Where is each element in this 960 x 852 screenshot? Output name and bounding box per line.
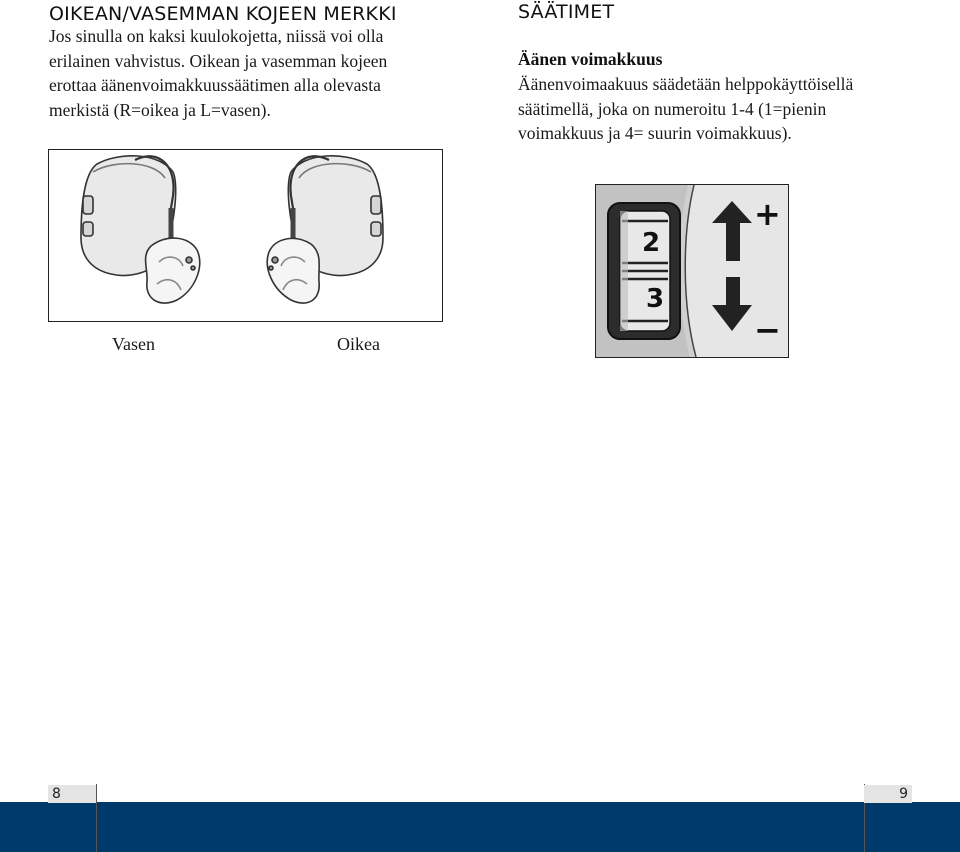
left-heading: OIKEAN/VASEMMAN KOJEEN MERKKI xyxy=(49,3,397,25)
plus-icon: + xyxy=(754,195,781,233)
right-hearing-aid-icon xyxy=(267,156,383,303)
left-line: merkistä (R=oikea ja L=vasen). xyxy=(49,99,271,120)
volume-control-figure xyxy=(595,184,789,358)
right-line: voimakkuus ja 4= suurin voimakkuus). xyxy=(518,123,792,143)
hearing-aids-illustration xyxy=(49,150,442,321)
left-line: erilainen vahvistus. Oikean ja vasemman kojeen xyxy=(49,50,388,71)
right-subheading: Äänen voimakkuus xyxy=(518,49,663,69)
page-number-right: 9 xyxy=(864,785,912,803)
right-line: Äänenvoimaakuus säädetään helppokäyttöisellä xyxy=(518,74,854,94)
caption-right: Oikea xyxy=(337,334,380,354)
hearing-aids-figure xyxy=(48,149,443,322)
volume-dial-illustration xyxy=(596,185,788,357)
left-line: Jos sinulla on kaksi kuulokojetta, niissä voi olla xyxy=(49,26,384,46)
dial-number-upper: 2 xyxy=(642,228,661,258)
left-paragraph xyxy=(49,24,387,122)
right-heading: SÄÄTIMET xyxy=(518,1,615,23)
left-line: erottaa äänenvoimakkuussäätimen alla olevasta xyxy=(49,75,381,95)
right-paragraph xyxy=(518,72,853,146)
footer-band xyxy=(0,802,960,852)
caption-left: Vasen xyxy=(112,334,155,354)
dial-number-lower: 3 xyxy=(646,284,665,314)
left-hearing-aid-icon xyxy=(81,156,200,303)
minus-icon: − xyxy=(754,311,781,349)
right-line: säätimellä, joka on numeroitu 1-4 (1=pienin xyxy=(518,98,827,119)
footer-divider xyxy=(96,784,97,852)
page-number-left: 8 xyxy=(48,785,96,803)
